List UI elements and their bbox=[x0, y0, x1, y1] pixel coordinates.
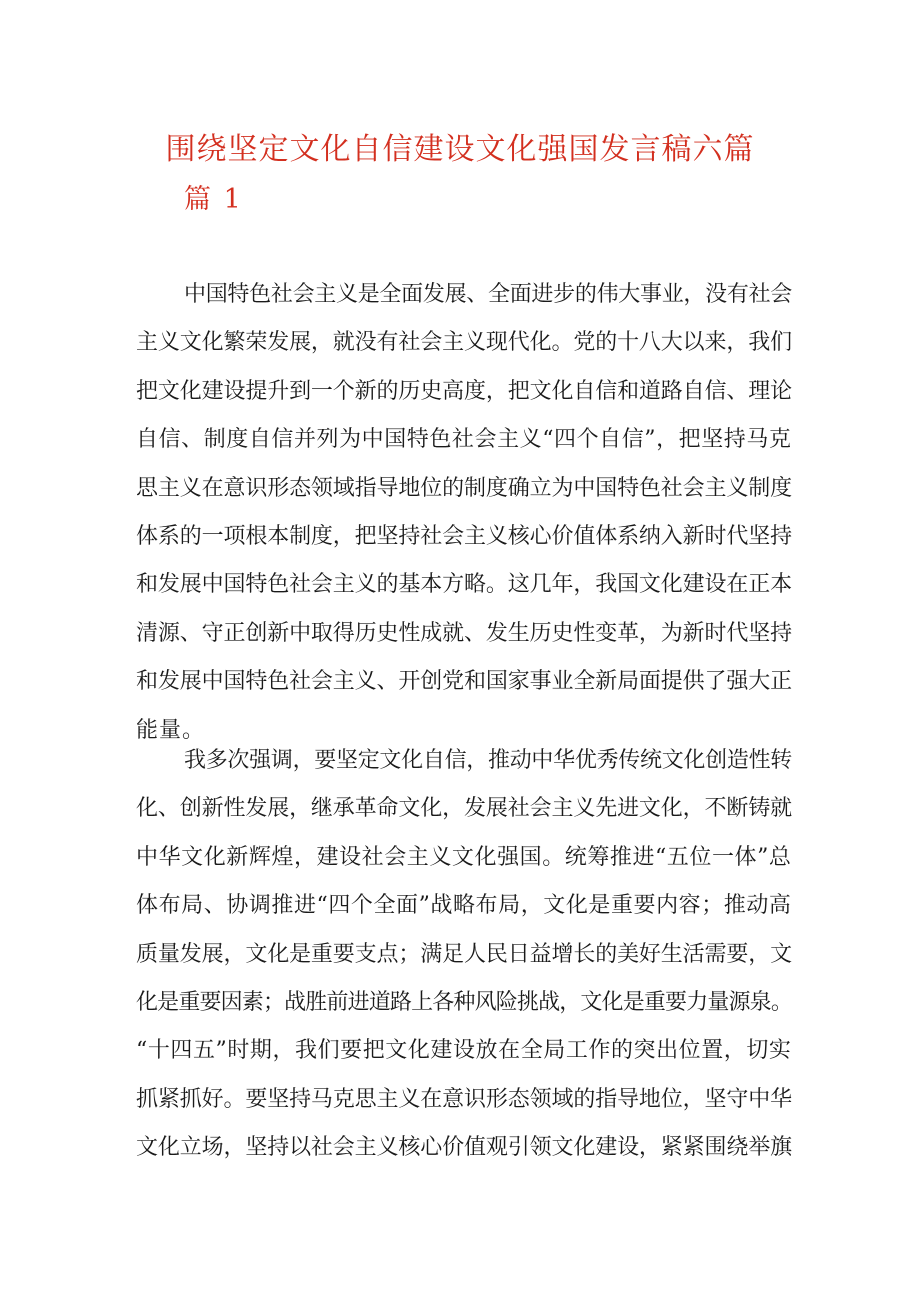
paragraph-line: 抓紧抓好。要坚持马克思主义在意识形态领域的指导地位，坚守中华 bbox=[136, 1086, 792, 1112]
paragraph-line: 把文化建设提升到一个新的历史高度，把文化自信和道路自信、理论 bbox=[136, 378, 792, 404]
paragraph-line: 和发展中国特色社会主义、开创党和国家事业全新局面提供了强大正 bbox=[136, 669, 792, 695]
paragraph-1 bbox=[136, 271, 792, 755]
paragraph-line: 思主义在意识形态领域指导地位的制度确立为中国特色社会主义制度 bbox=[136, 475, 792, 501]
paragraph-line: 和发展中国特色社会主义的基本方略。这几年，我国文化建设在正本 bbox=[136, 572, 792, 598]
paragraph-line: 化是重要因素；战胜前进道路上各种风险挑战，文化是重要力量源泉。 bbox=[136, 990, 792, 1016]
paragraph-line: “十四五”时期，我们要把文化建设放在全局工作的突出位置，切实 bbox=[136, 1038, 792, 1064]
document-title: 围绕坚定文化自信建设文化强国发言稿六篇 bbox=[165, 132, 755, 167]
paragraph-line: 能量。 bbox=[136, 717, 206, 743]
paragraph-line: 主义文化繁荣发展，就没有社会主义现代化。党的十八大以来，我们 bbox=[136, 330, 792, 356]
paragraph-line: 化、创新性发展，继承革命文化，发展社会主义先进文化，不断铸就 bbox=[136, 796, 792, 822]
paragraph-line: 质量发展，文化是重要支点；满足人民日益增长的美好生活需要，文 bbox=[136, 941, 792, 967]
paragraph-line: 自信、制度自信并列为中国特色社会主义“四个自信”，把坚持马克 bbox=[136, 427, 792, 453]
paragraph-2 bbox=[136, 737, 792, 1173]
paragraph-line: 体布局、协调推进“四个全面”战略布局，文化是重要内容；推动高 bbox=[136, 893, 792, 919]
paragraph-line: 体系的一项根本制度，把坚持社会主义核心价值体系纳入新时代坚持 bbox=[136, 524, 792, 550]
paragraph-line: 中国特色社会主义是全面发展、全面进步的伟大事业，没有社会 bbox=[184, 282, 792, 307]
paragraph-line: 清源、守正创新中取得历史性成就、发生历史性变革，为新时代坚持 bbox=[136, 620, 792, 646]
paragraph-line: 文化立场，坚持以社会主义核心价值观引领文化建设，紧紧围绕举旗 bbox=[136, 1135, 792, 1161]
section-heading: 篇 1 bbox=[184, 184, 243, 215]
paragraph-line: 我多次强调，要坚定文化自信，推动中华优秀传统文化创造性转 bbox=[184, 748, 792, 773]
paragraph-line: 中华文化新辉煌，建设社会主义文化强国。统筹推进“五位一体”总 bbox=[136, 844, 792, 870]
